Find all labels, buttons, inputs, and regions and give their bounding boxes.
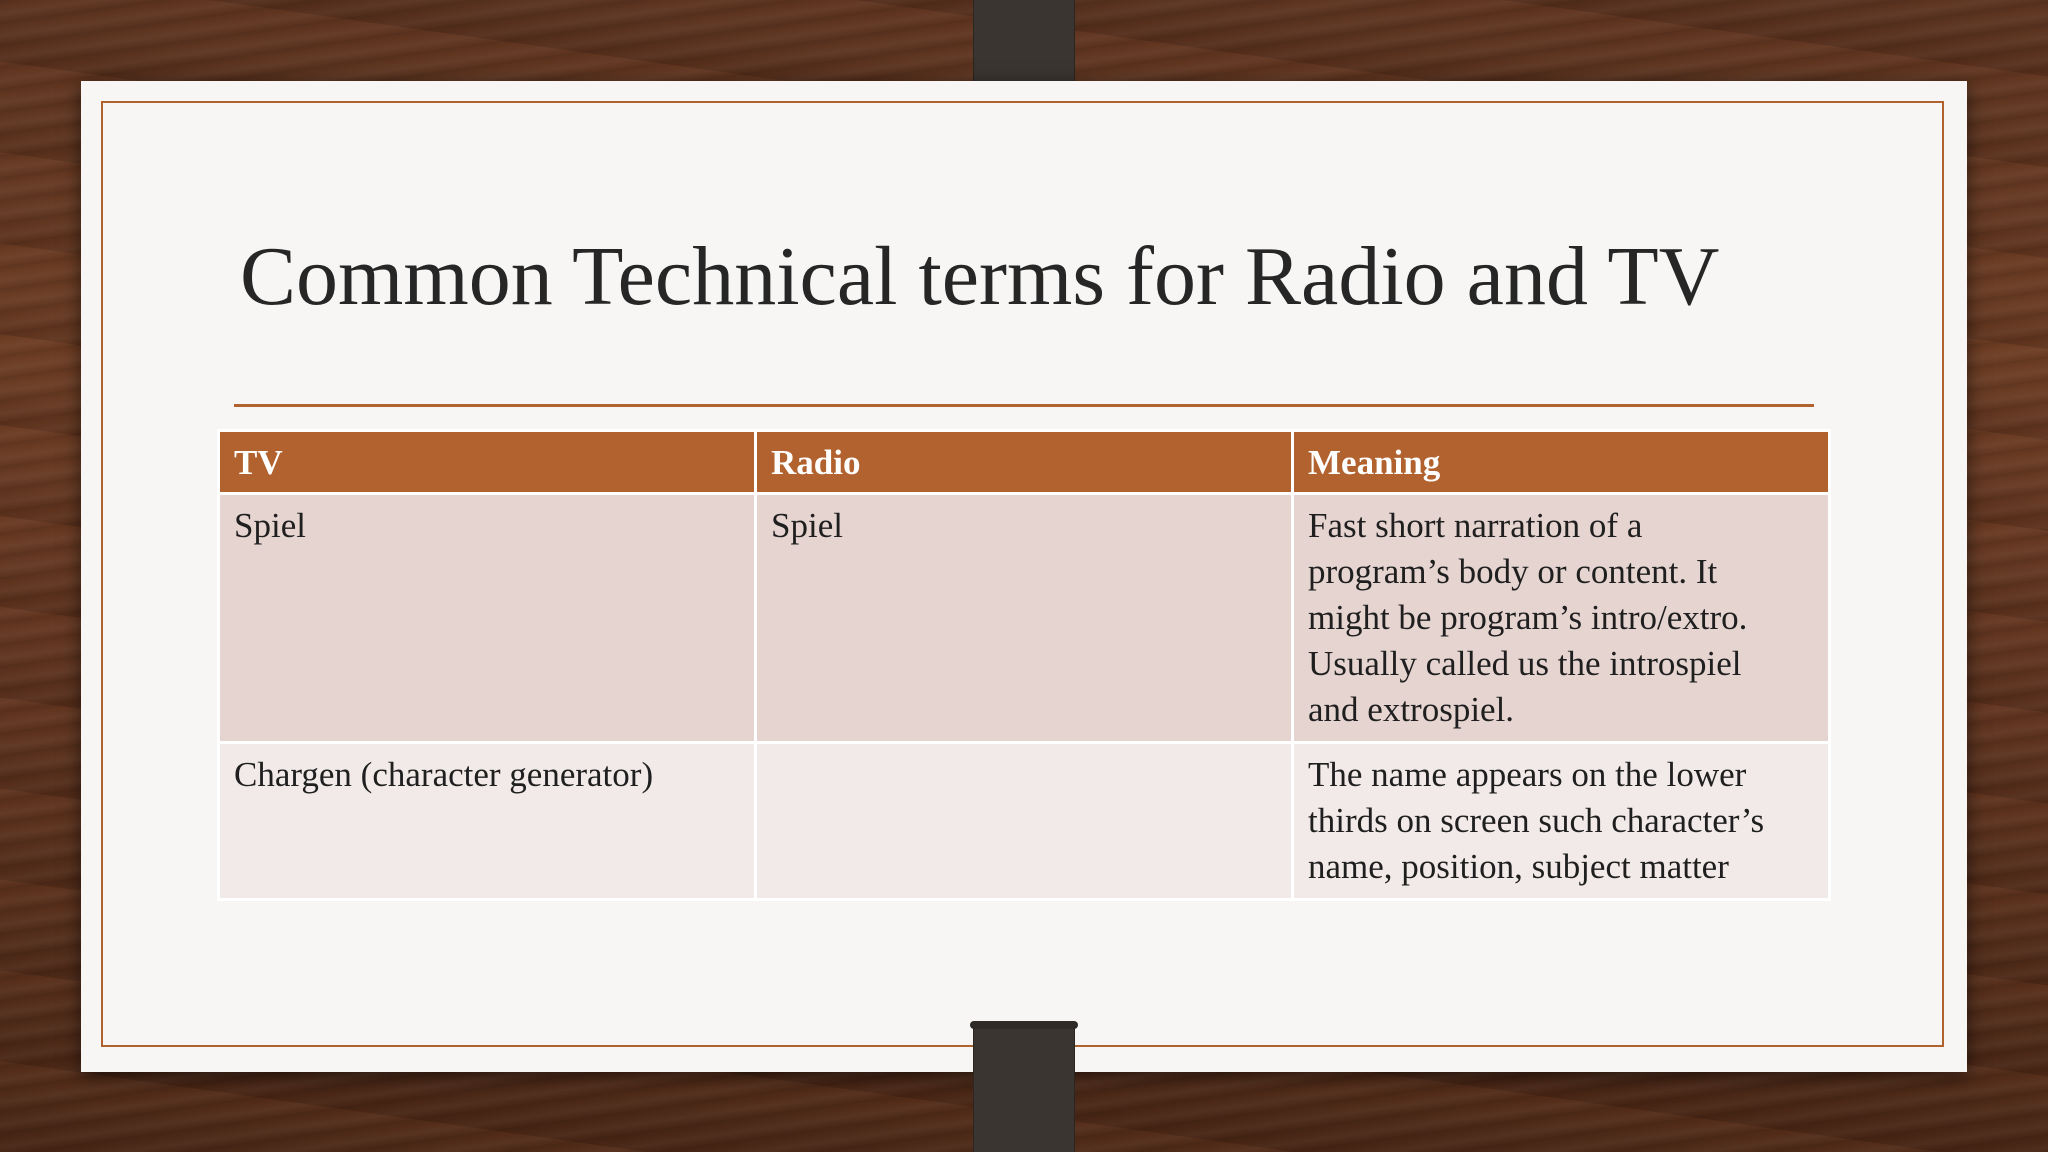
meaning-line: Usually called us the introspiel xyxy=(1308,644,1742,683)
table-row xyxy=(219,743,1830,900)
meaning-line: The name appears on the lower xyxy=(1308,755,1747,794)
header-tv: TV xyxy=(219,431,756,494)
table-header-row xyxy=(219,431,1830,494)
table-row xyxy=(219,494,1830,743)
meaning-line: program’s body or content. It xyxy=(1308,552,1718,591)
slide-title: Common Technical terms for Radio and TV xyxy=(240,230,1720,323)
title-divider xyxy=(234,404,1814,407)
meaning-line: Fast short narration of a xyxy=(1308,506,1643,545)
meaning-line: name, position, subject matter xyxy=(1308,847,1729,886)
cell-radio xyxy=(756,743,1293,900)
binder-clip-bottom xyxy=(973,1025,1075,1152)
meaning-line: might be program’s intro/extro. xyxy=(1308,598,1748,637)
cell-tv: Chargen (character generator) xyxy=(219,743,756,900)
cell-radio: Spiel xyxy=(756,494,1293,743)
header-meaning: Meaning xyxy=(1293,431,1830,494)
cell-meaning xyxy=(1293,494,1830,743)
meaning-line: thirds on screen such character’s xyxy=(1308,801,1765,840)
cell-meaning xyxy=(1293,743,1830,900)
terms-table xyxy=(217,429,1831,901)
meaning-line: and extrospiel. xyxy=(1308,690,1515,729)
header-radio: Radio xyxy=(756,431,1293,494)
cell-tv: Spiel xyxy=(219,494,756,743)
